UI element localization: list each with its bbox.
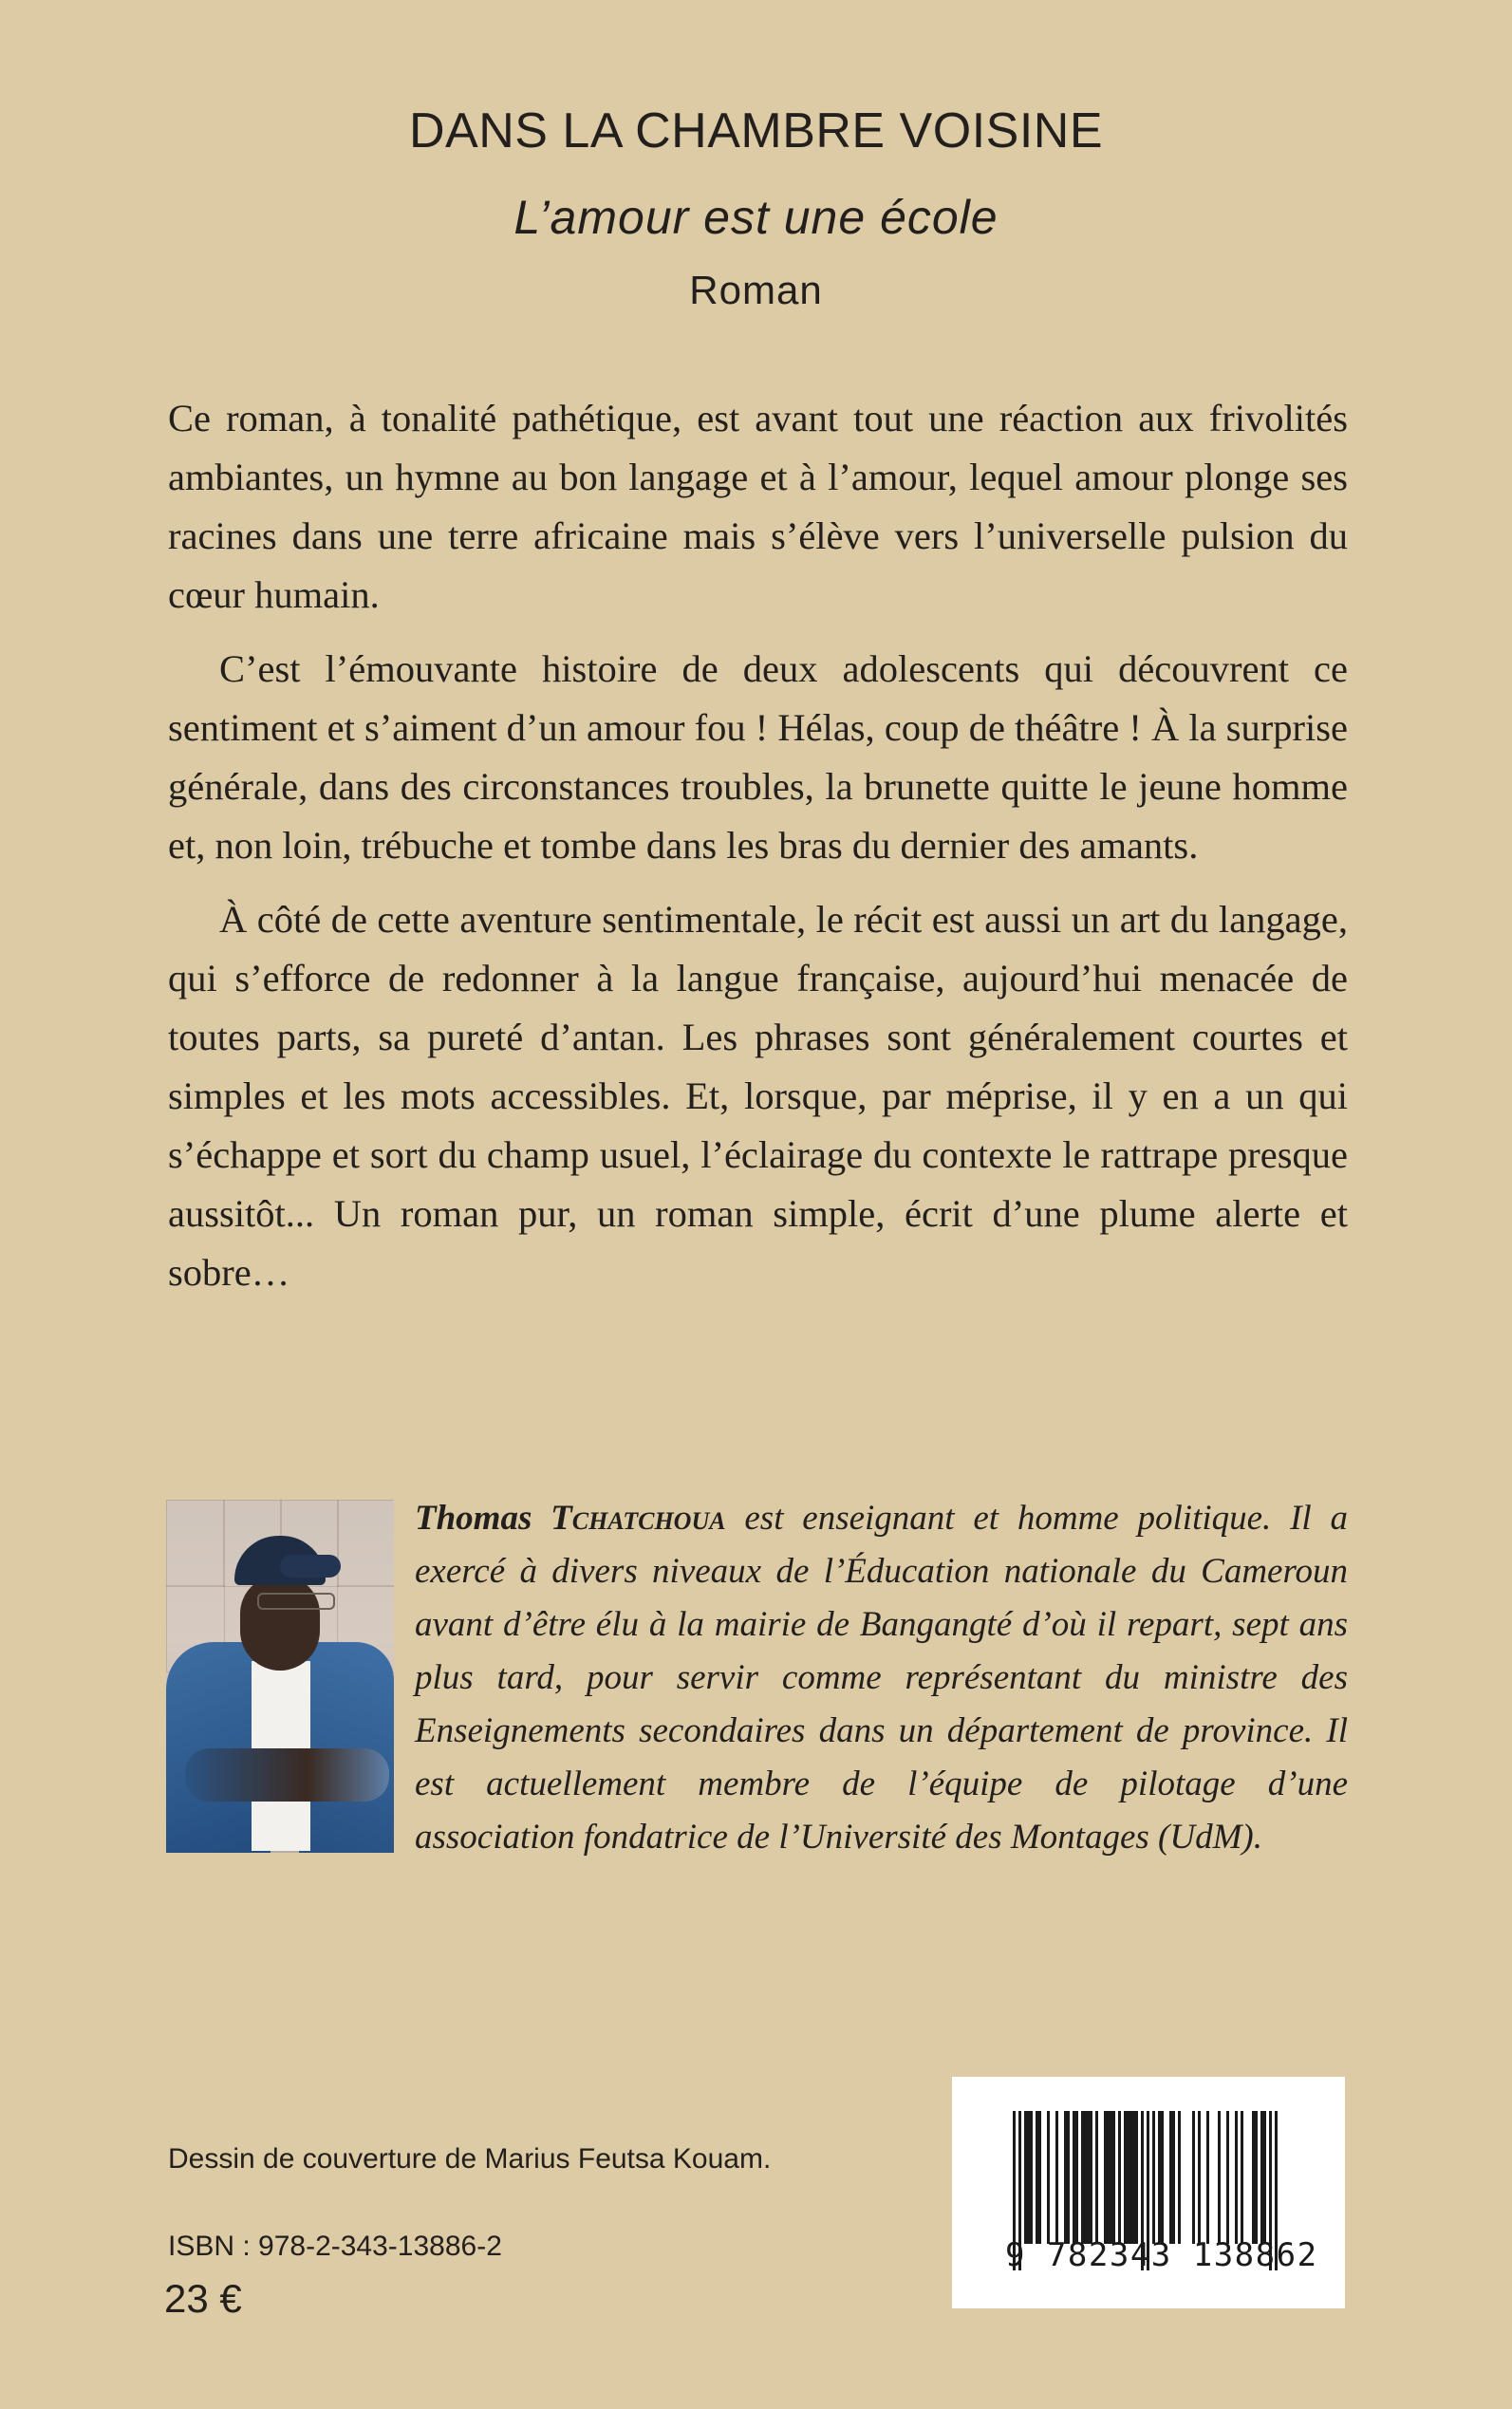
author-bio: est enseignant et homme politique. Il a exercé à divers niveaux de l’Éducation nationale du Cameroun avant d’être élu à la mairie de Bangangté d’où il repart, sept ans plus tard, pour servir comme représentant du ministre des Enseignements secondaires dans un département de province. Il est actuellement membre de l’équipe de pilotage d’une association fondatrice de l’Université des Montages (UdM). xyxy=(415,1499,1348,1857)
barcode-digits: 9 782343 138862 xyxy=(1005,2236,1318,2274)
author-block xyxy=(166,1492,1348,1864)
author-photo xyxy=(166,1500,394,1853)
book-subtitle: L’amour est une école xyxy=(513,191,999,244)
book-genre: Roman xyxy=(689,268,823,312)
summary-paragraph-1: Ce roman, à tonalité pathétique, est avant tout une réaction aux frivolités ambiantes, un hymne au bon langage et à l’amour, lequel amour plonge ses racines dans une terre africaine mais s’élève vers l’universelle pulsion du cœur humain. xyxy=(168,397,1348,616)
crossed-arms-shape xyxy=(185,1748,389,1802)
summary-paragraph-3: À côté de cette aventure sentimentale, le récit est aussi un art du langage, qui s’efforce de redonner à la langue française, aujourd’hui menacée de toutes parts, sa pureté d’antan. Les phrases sont généralement courtes et simples et les mots accessibles. Et, lorsque, par méprise, il y en a un qui s’échappe et sort du champ usuel, l’éclairage du contexte le rattrape presque aussitôt... Un roman pur, un roman simple, écrit d’une plume alerte et sobre… xyxy=(168,898,1348,1294)
glasses-shape xyxy=(257,1593,335,1610)
barcode xyxy=(952,2077,1345,2308)
author-last-name: Tchatchoua xyxy=(551,1499,726,1538)
cap-brim-shape xyxy=(280,1555,341,1578)
book-title: DANS LA CHAMBRE VOISINE xyxy=(408,103,1104,159)
cover-credits: Dessin de couverture de Marius Feutsa Kouam. xyxy=(168,2143,772,2175)
jacket-shape xyxy=(299,1642,394,1853)
summary-paragraph-2: C’est l’émouvante histoire de deux adolescents qui découvrent ce sentiment et s’aiment d’un amour fou ! Hélas, coup de théâtre ! À la surprise générale, dans des circonstances troubles, la brunette quitte le jeune homme et, non loin, trébuche et tombe dans les bras du dernier des amants. xyxy=(168,647,1348,867)
face-shape xyxy=(240,1576,320,1671)
isbn: ISBN : 978-2-343-13886-2 xyxy=(168,2231,502,2262)
author-first-name: Thomas xyxy=(415,1499,532,1538)
summary-block xyxy=(168,389,1348,1317)
price: 23 € xyxy=(164,2276,242,2321)
